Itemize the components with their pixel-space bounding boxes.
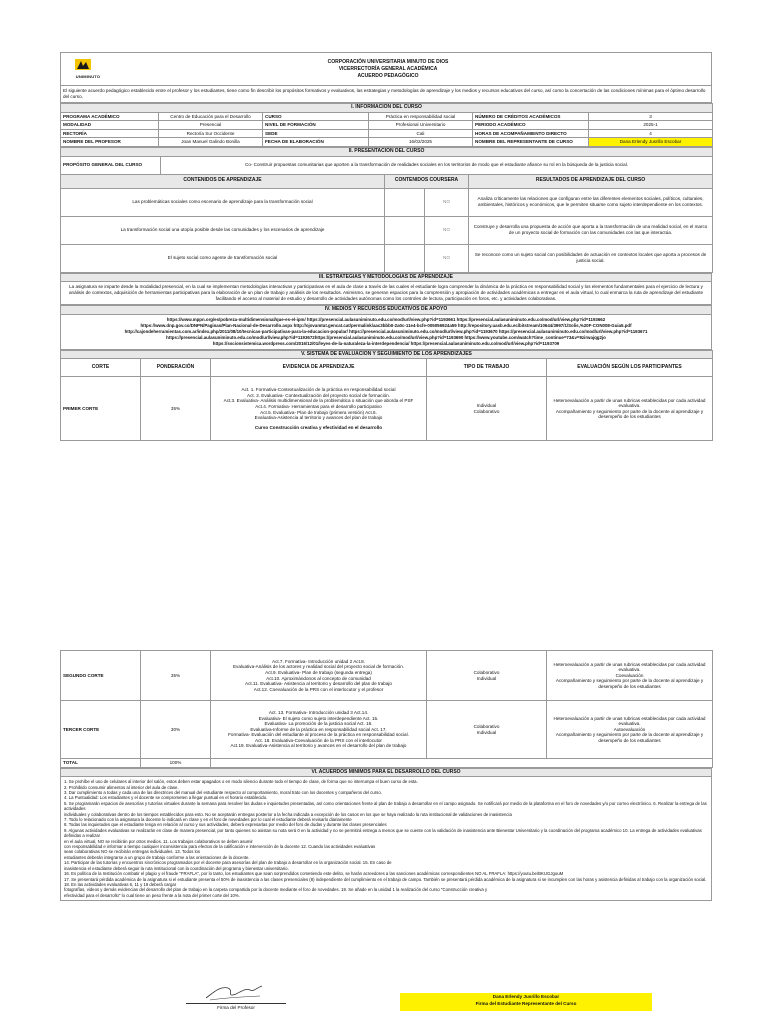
resource-link-line[interactable]: https://presencial.aulasuniminuto.edu.co/mod/url/view.php?id=1193672https://presencial.aulasuniminuto.edu.co/mod/url/view.php?id=1193690 https://www.youtube.com/watch?time_continue=73&v=9zirwajqg2jo	[166, 334, 606, 340]
resource-links	[61, 314, 712, 349]
agreement-item: estudiantes deberán integrarse a un grupo de trabajo conforme a las orientaciones de la docente.	[64, 854, 250, 860]
agreement-document-continued	[60, 650, 712, 901]
agreement-item: 5. Se programarán espacios de asesorías y tutorías virtuales durante la semana para resolver las dudas e inquietudes presentadas, así como orientaciones frente al plan de trabajo a desarrollar en el campo asignado. Se notificará por medio de la plataforma en el foro de novedades y/o por correo electrónico. 6. Realizar la entrega de las actividades	[64, 800, 707, 812]
corte-weight: 35%	[141, 651, 211, 701]
purpose-label: PROPÓSITO GENERAL DEL CURSO	[61, 156, 161, 174]
agreement-item: 7. Todo lo relacionado con la asignatura la docente lo indicará en clase y en el foro de novedades por lo cual el estudiante deberá revisarlo diariamente	[64, 817, 352, 823]
value-campus: Cali	[369, 129, 473, 138]
header-line-1: CORPORACIÓN UNIVERSITARIA MINUTO DE DIOS	[327, 58, 449, 65]
label-professor: NOMBRE DEL PROFESOR	[61, 138, 159, 147]
section-4-title: IV. MEDIOS Y RECURSOS EDUCATIVOS DE APOYO	[61, 306, 712, 315]
col-corte: CORTE	[61, 359, 141, 377]
agreement-item: efectividad para el desarrollo" lo cual tiene un peso frente a la nota del primer corte del 10%.	[64, 892, 240, 898]
label-level: NIVEL DE FORMACIÓN	[263, 121, 369, 130]
total-value: 100%	[141, 759, 211, 768]
value-professor: Joan Manuel Galindo Bonilla	[159, 138, 263, 147]
evaluation-row-second	[61, 651, 713, 701]
label-representative: NOMBRE DEL REPRESENTANTE DE CURSO	[473, 138, 589, 147]
evidence-list: Act.7. Formativa- Introducción unidad 2 Act.8. Evaluativa-Análisis de los actores y realidad social del proyecto social de formación. Act.9. Evaluativa- Plan de trabajo (segunda entrega) Act.10. Aproximándonos al concepto de comunidad Act.11. Evaluativa- Asistencia al territorio y desarrollo del plan de trabajo Act.12. Coevaluación de la PRS con el interlocutor y el profesor	[211, 651, 427, 701]
col-evidence: EVIDENCIA DE APRENDIZAJE	[211, 359, 427, 377]
evidence-list: Act. 13. Formativa- Introducción unidad 3 Act.14. Evaluativa- El sujeto como sujeto interdependiente Act. 15. Evaluativa- La promoción de la justicia social Act. 16. Evaluativa-Informe de la práctica en responsabilidad social Act. 17. Formativa- Evaluación del estudiante al proceso de la práctica en responsabilidad social. Act. 18. Evaluativa-Coevaluación de la PRS con el interlocutor Act.19. Evaluativa-Asistencia al territorio y avances en el desarrollo del plan de trabajo	[211, 701, 427, 759]
agreement-item: 2. Prohibido consumir alimentos al interior del aula de clase.	[64, 784, 179, 790]
student-name: Dana Erlendy Jusrillo Escobar	[492, 994, 560, 999]
evaluation-row-third	[61, 701, 713, 759]
corte-weight: 30%	[141, 701, 211, 759]
resource-link-line[interactable]: https://sscionsistemica.wordpress.com/2016/12/01/leyes-de-la-naturaleza-la-interdependencia/ https://presencial.aulasuniminuto.edu.co/mod/url/view.php?id=1193709	[212, 340, 560, 346]
label-program: PROGRAMA ACADÉMICO	[61, 112, 159, 121]
corte-weight: 35%	[141, 377, 211, 441]
professor-signature-label: Firma del Profesor	[217, 1005, 255, 1010]
content-text: El sujeto social como agente de transformación social	[61, 244, 385, 272]
header-table	[60, 52, 712, 103]
evidence-list: Act. 1. Formativa-Contextualización de la práctica en responsabilidad social Act. 2. Evaluativa- Contextualización del proyecto social de formación. Act.3. Evaluativa- Análisis multidimensional de la problemática o situación que aborda el PSF Act.4. Formativa- Herramientas para el desarrollo participativo Act.5. Evaluativa- Plan de trabajo (primera versión) Act.6. Evaluativa-Asistencia al territorio y avances del plan de trabajo Curso Construcción creativa y efectividad en el desarrollo	[211, 377, 427, 441]
evaluation-row-first	[61, 377, 713, 441]
agreements-list	[61, 777, 712, 901]
participant-evaluation: Heteroevaluación a partir de unas rubricas establecidas por cada actividad evaluativa. Autoevaluación Acompañamiento y seguimiento por parte de la docente al aprendizaje y desempeño de los estudiantes	[547, 701, 713, 759]
result-text: Se reconoce como un sujeto social con posibilidades de actuación en contextos locales que aporta a procesos de justicia social.	[469, 244, 713, 272]
label-period: PERIODO ACADÉMICO	[473, 121, 589, 130]
value-rectory: Rectoría Sur Occidente	[159, 129, 263, 138]
intro-text: El siguiente acuerdo pedagógico establecido entre el profesor y los estudiantes, tiene como fin describir los propósitos formativos y evaluativos, las estrategias y metodologías de aprendizaje y los medios y recursos educativos del curso, así como la concertación de las condiciones mínimas para el óptimo desarrollo del curso.	[61, 86, 712, 103]
coursera-value: NO	[425, 216, 469, 244]
agreements-table	[60, 768, 712, 902]
section-1-title: I. INFORMACIÓN DEL CURSO	[61, 104, 713, 113]
label-course: CURSO	[263, 112, 369, 121]
col-weight: PONDERACIÓN	[141, 359, 211, 377]
value-period: 2025-1	[589, 121, 713, 130]
agreement-item: 3. Dar cumplimiento a todas y cada una de las directrices del manual del estudiante respecto al comportamiento, moral trato con los docentes y compañeros del curso.	[64, 790, 382, 795]
strategies-table	[60, 273, 712, 306]
total-label: TOTAL	[61, 759, 141, 768]
col-type: TIPO DE TRABAJO	[427, 359, 547, 377]
value-course: Práctica en responsabilidad social	[369, 112, 473, 121]
label-modality: MODALIDAD	[61, 121, 159, 130]
agreement-item: 16. Es política de la Institución combatir el plagio y el fraude "FRAFLA", por lo tanto, los estudiantes que sean sorprendidos cometiendo este delito, se harán acreedores a las sanciones académicas correspondientes NO AL FRAFLA: https://youtu.be/BKUGJgouM	[64, 871, 564, 877]
value-hours: 4	[589, 129, 713, 138]
value-credits: 3	[589, 112, 713, 121]
logo-wordmark: UNIMINUTO	[75, 74, 101, 79]
evaluation-table-continued	[60, 650, 713, 768]
resource-link-line[interactable]: http://cajondeherramientas.com.ar/index.php/2011/08/10/tecnicas-participativas-para-la-educacion-popular/ https://presencial.aulasuniminuto.edu.co/mod/url/view.php?id=1193670 https://presencial.aulasuniminuto.edu.co/mod/url/view.php?id=1193671	[124, 328, 648, 334]
student-signature-box	[400, 993, 652, 1011]
agreement-item: 8. Todas las inquietudes que el estudiante tenga en relación al curso y sus actividades, deberá expresarlas por medio del foro de dudas y durante las clases presenciales	[64, 822, 387, 828]
participant-evaluation: Heteroevaluación a partir de unas rubricas establecidas por cada actividad evaluativa. Acompañamiento y seguimiento por parte de la docente al aprendizaje y desempeño de los estudiantes	[547, 377, 713, 441]
agreement-document	[60, 52, 712, 441]
student-signature-label: Firma del Estudiante Representante del Curso	[475, 1001, 577, 1006]
course-info-table	[60, 103, 713, 147]
agreement-item: individuales y colaborativas dentro de los tiempos establecidos para esto. No se aceptarán entregas posterior a la fecha indicada a excepción de los casos en los que se haya realizado la ruta institucional de validaciones de inasistencia	[64, 811, 512, 817]
agreement-item: inasistencia el estudiante deberá seguir la ruta institucional con la coordinación del programa y bienestar universitario.	[64, 865, 289, 871]
presentation-table	[60, 147, 713, 273]
col-coursera-header: CONTENIDOS COURSERA	[385, 174, 469, 188]
evaluation-table	[60, 350, 713, 442]
label-date: FECHA DE ELABORACIÓN	[263, 138, 369, 147]
agreement-item: 9. Algunas actividades evaluativas se realizarán en clase de manera presencial, por tanto quienes no asistan su nota será 0 en la actividad y no se permitirá entrega a menos que se cuente con la validación de inasistencia ante Bienestar Universitario y la coordinación del programa académico 10. La entrega de actividades evaluativas definidas a realizar	[64, 827, 702, 839]
evaluation-total-row	[61, 759, 713, 768]
content-text: Las problemáticas sociales como escenario de aprendizaje para la transformación social	[61, 188, 385, 216]
work-type: Colaborativo Individual	[427, 651, 547, 701]
header-line-3: ACUERDO PEDAGÓGICO	[357, 72, 419, 79]
value-program: Centro de Educación para el Desarrollo	[159, 112, 263, 121]
label-campus: SEDE	[263, 129, 369, 138]
coursera-value: NO	[425, 244, 469, 272]
professor-signature	[200, 980, 270, 1004]
professor-signature-line	[186, 1003, 286, 1004]
col-results-header: RESULTADOS DE APRENDIZAJE DEL CURSO	[469, 174, 713, 188]
corte-name: SEGUNDO CORTE	[61, 651, 141, 701]
strategies-text: La asignatura se imparte desde la modalidad presencial, en la cual se implementan metodologías interactivas y participativas en el aula de clase a través de las cuales el estudiante logra comprender la dinámica de la práctica en responsabilidad social y los elementos fundamentales para el ejercicio de lectura y análisis de contextos, adquisición de herramientas participativas para la elaboración de un plan de trabajo y análisis de los resultados. Asimismo, se generan espacios para la comprensión y apropiación de actividades académicas a entregar en el aula virtual, lo cual enmarca la ruta de aprendizaje del estudiante facilitando el acceso al material de estudio y desarrollo de actividades autónomas como los controles de lectura, participación en foros, etc. y actividades colaborativas.	[61, 282, 712, 305]
corte-name: TERCER CORTE	[61, 701, 141, 759]
content-row	[61, 216, 713, 244]
agreement-item: 17. Se presentará pérdida académica de la asignatura si el estudiante presenta el 50% de inasistencia a las clases presenciales (8) independiente del cumplimiento en el trabajo de campo. También se presentará pérdida académica de la asignatura si se incumplen con las horas y asistencia definidas al trabajo con la organización social. 18. En las actividades evaluativas 6, 11 y 19 deberá cargar	[64, 876, 707, 887]
corte-name: PRIMER CORTE	[61, 377, 141, 441]
value-representative: Dana Erlendy Jusrillo Escobar	[589, 138, 713, 147]
col-participants: EVALUACIÓN SEGÚN LOS PARTICIPANTES	[547, 359, 713, 377]
work-type: Individual Colaborativo	[427, 377, 547, 441]
header-line-2: VICERRECTORÍA GENERAL ACADÉMICA	[338, 65, 438, 72]
col-content-header: CONTENIDOS DE APRENDIZAJE	[61, 174, 385, 188]
agreement-item: fotografías, videos y demás evidencias del desarrollo del plan de trabajo en la carpeta compartida por la docente mediante el foro de novedades. 19. Se añade en la unidad 1 la realización del curso "Construcción creativa y	[64, 887, 488, 893]
resource-link-line[interactable]: https://www.dnp.gov.co/DNPN/Paginas/Plan-Nacional-de-Desarrollo.aspx http://ojovamtut.gencat.cat/permalink/aac3bbb0-2a0c-11e4-bcfe-005056924a59 http://repository.uasb.edu.ec/bitstream/10644/3997/1/Solis,%20F-CON008-Guia5.pdf	[140, 322, 632, 328]
result-text: Construye y desarrolla una propuesta de acción que aporta a la transformación de una realidad social, en el marco de un proyecto social de formación con las comunidades con las que interactúa.	[469, 216, 713, 244]
resources-table	[60, 305, 712, 350]
agreement-item: en el aula virtual, NO se recibirán por otros medios. 11. Los trabajos colaborativos se deben asumir	[64, 838, 253, 844]
coursera-value: NO	[425, 188, 469, 216]
participant-evaluation: Heteroevaluación a partir de unas rubricas establecidas por cada actividad evaluativa. Coevaluación Acompañamiento y seguimiento por parte de la docente al aprendizaje y desempeño de los estudiantes	[547, 651, 713, 701]
agreement-item: 14. Participar de las tutorías y encuentros sincrónicos programados por el docente para asesorías del plan de trabajo a desarrollar en la organización social. 15. En caso de	[64, 860, 392, 866]
section-3-title: III. ESTRATEGIAS Y METODOLOGÍAS DE APRENDIZAJE	[61, 273, 712, 282]
section-5-title: V. SISTEMA DE EVALUACIÓN Y SEGUIMIENTO DE LOS APRENDIZAJES	[61, 350, 713, 359]
value-modality: Presencial	[159, 121, 263, 130]
logo-mark-icon	[73, 57, 93, 73]
work-type: Colaborativo Individual	[427, 701, 547, 759]
agreement-item: 4. La Puntualidad: Los estudiantes y el docente se comprometen a llegar puntual en el horario establecido.	[64, 795, 268, 801]
label-hours: HORAS DE ACOMPAÑAMIENTO DIRECTO	[473, 129, 589, 138]
agreement-item: sean colaborativas NO se recibirán entregas individuales. 13. Todos los	[64, 849, 201, 855]
section-6-title: VI. ACUERDOS MÍNIMOS PARA EL DESARROLLO DEL CURSO	[61, 768, 712, 777]
value-date: 16/02/2025	[369, 138, 473, 147]
content-text: La transformación social una utopía posible desde las comunidades y los escenarios de aprendizaje	[61, 216, 385, 244]
purpose-text: Co- Construir propuestas comunitarias que aporten a la transformación de realidades sociales en los territorios de modo que el estudiante afiance su rol en la búsqueda de la justicia social.	[161, 156, 713, 174]
value-level: Profesional Universitario	[369, 121, 473, 130]
label-rectory: RECTORÍA	[61, 129, 159, 138]
section-2-title: II. PRESENTACION DEL CURSO	[61, 147, 713, 156]
agreement-item: con responsabilidad e informar a tiempo cualquier inconsistencia para efectos de la calificación e intervención de la docente 12. Cuando las actividades evaluativas	[64, 844, 376, 850]
label-credits: NÚMERO DE CRÉDITOS ACADÉMICOS	[473, 112, 589, 121]
agreement-item: 1. Se prohíbe el uso de celulares al interior del salón, estos deben estar apagados o en modo silencio durante todo el tiempo de clase, de forma que no interrumpa el buen curso de esta.	[64, 779, 418, 785]
resource-link-line[interactable]: https://www.mppn.org/es/pobreza-multidimensional/que-es-el-ipm/ https://presencial.aulasuniminuto.edu.co/mod/url/view.php?id=1193661 https://presencial.aulasuniminuto.edu.co/mod/url/view.php?id=1193662	[166, 316, 606, 322]
content-row	[61, 188, 713, 216]
content-row	[61, 244, 713, 272]
university-logo	[63, 55, 113, 83]
result-text: Analiza críticamente las relaciones que configuran entre las diferentes elementos sociales, políticos, culturales, ambientales, históricos y económicos, que le permiten situarse como sujeto interdependiente en los contextos.	[469, 188, 713, 216]
